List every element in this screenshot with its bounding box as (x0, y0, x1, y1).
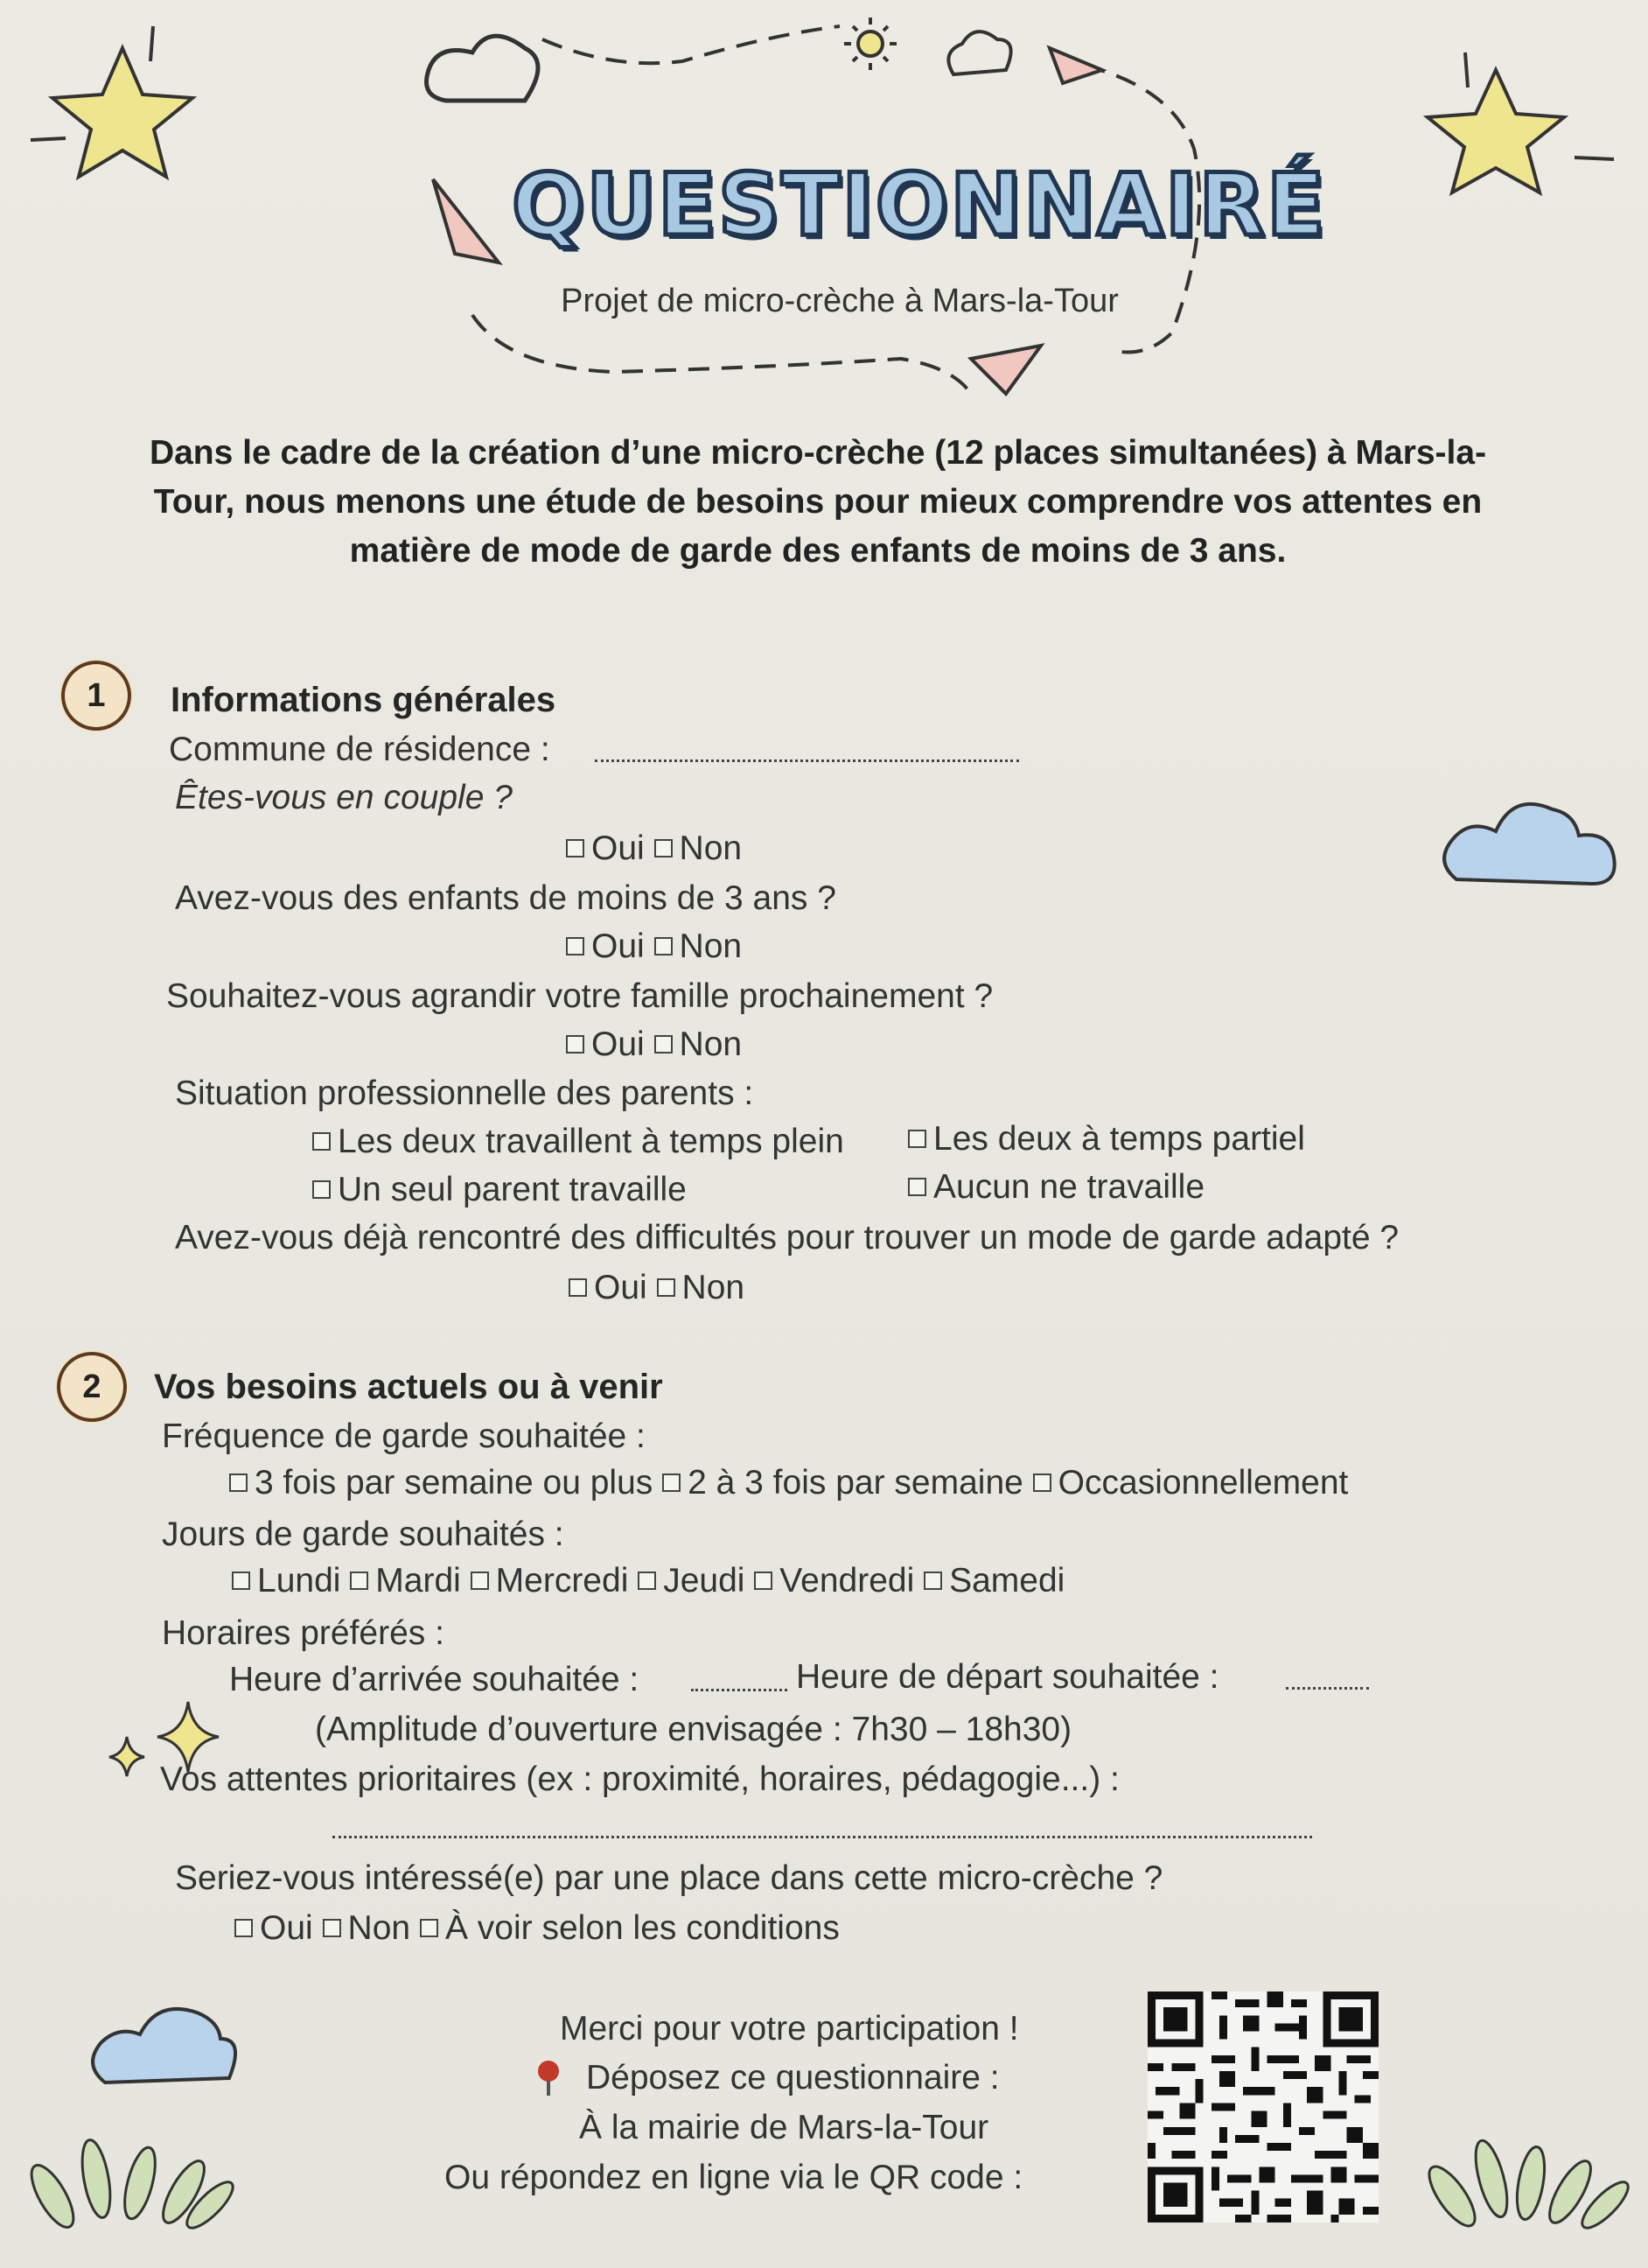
cloud-icon (93, 2009, 235, 2082)
family-options (566, 1026, 742, 1064)
checkbox[interactable] (638, 1572, 656, 1590)
paper-plane-icon (433, 179, 499, 262)
sparkle-icon (109, 1737, 144, 1776)
situation-option (908, 1168, 1205, 1207)
star-icon (1428, 70, 1564, 192)
checkbox[interactable] (229, 1474, 248, 1492)
dashed-path-bottom (472, 315, 971, 394)
departure-label: Heure de départ souhaitée : (796, 1658, 1219, 1696)
option-label: Un seul parent travaille (338, 1171, 687, 1208)
difficulty-question: Avez-vous déjà rencontré des difficultés pour trouver un mode de garde adapté ? (175, 1219, 1400, 1256)
option-label: Jeudi (663, 1562, 745, 1600)
cloud-icon (1444, 804, 1615, 884)
option-label: Oui (260, 1909, 313, 1947)
section-number-badge: 1 (61, 661, 131, 731)
star-icon (52, 48, 192, 177)
option-label: Lundi (257, 1562, 341, 1600)
checkbox[interactable] (420, 1919, 438, 1937)
option-label: Oui (591, 830, 645, 867)
checkbox[interactable] (654, 839, 673, 858)
children-question: Avez-vous des enfants de moins de 3 ans ? (175, 879, 836, 917)
plant-icon (24, 2138, 239, 2234)
option-label: Non (681, 1269, 745, 1306)
commune-label: Commune de résidence : (169, 731, 550, 768)
children-options (566, 928, 742, 966)
option-label: Non (679, 928, 743, 965)
page-subtitle: Projet de micro-crèche à Mars-la-Tour (561, 283, 1119, 319)
checkbox[interactable] (232, 1572, 250, 1590)
checkbox[interactable] (566, 839, 584, 858)
family-question: Souhaitez-vous agrandir votre famille prochainement ? (166, 977, 994, 1015)
option-label: Mardi (375, 1562, 461, 1600)
section-number-badge: 2 (57, 1352, 127, 1422)
checkbox[interactable] (312, 1180, 331, 1199)
checkbox[interactable] (654, 937, 673, 956)
checkbox[interactable] (1033, 1474, 1051, 1492)
option-label: Non (347, 1909, 411, 1947)
thanks-text: Merci pour votre participation ! (560, 2010, 1019, 2048)
checkbox[interactable] (569, 1278, 587, 1297)
intro-line: Tour, nous menons une étude de besoins pour mieux comprendre vos attentes en (153, 483, 1483, 521)
interest-question: Seriez-vous intéressé(e) par une place dans cette micro-crèche ? (175, 1859, 1163, 1897)
online-text: Ou répondez en ligne via le QR code : (444, 2159, 1023, 2196)
checkbox[interactable] (566, 1035, 584, 1054)
frequency-question: Fréquence de garde souhaitée : (162, 1418, 646, 1455)
section-title: Informations générales (171, 681, 556, 719)
situation-option (312, 1171, 687, 1209)
option-label: À voir selon les conditions (444, 1909, 840, 1947)
checkbox[interactable] (566, 937, 584, 956)
option-label: Mercredi (495, 1562, 629, 1600)
checkbox[interactable] (323, 1919, 341, 1937)
checkbox[interactable] (908, 1178, 926, 1196)
page-title: QUESTIONNAIRÉ (512, 156, 1327, 256)
checkbox[interactable] (471, 1572, 489, 1590)
checkbox[interactable] (662, 1474, 681, 1492)
intro-line: matière de mode de garde des enfants de moins de 3 ans. (349, 532, 1287, 570)
intro-paragraph (96, 429, 1540, 576)
difficulty-options (569, 1269, 744, 1307)
checkbox[interactable] (234, 1919, 253, 1937)
cloud-icon (427, 36, 539, 101)
checkbox[interactable] (312, 1132, 331, 1151)
location-text: À la mairie de Mars-la-Tour (579, 2109, 989, 2146)
option-label: Oui (591, 1026, 645, 1063)
departure-answer-line[interactable] (1286, 1687, 1369, 1690)
couple-question: Êtes-vous en couple ? (175, 779, 513, 816)
situation-option (312, 1123, 844, 1161)
drop-label: Déposez ce questionnaire : (586, 2059, 1000, 2096)
couple-options (566, 830, 742, 868)
arrival-answer-line[interactable] (691, 1689, 787, 1691)
frequency-options (229, 1464, 1348, 1502)
section-title: Vos besoins actuels ou à venir (154, 1368, 663, 1406)
arrival-label: Heure d’arrivée souhaitée : (229, 1661, 639, 1698)
commune-answer-line[interactable] (595, 760, 1019, 762)
situation-question: Situation professionnelle des parents : (175, 1074, 754, 1112)
qr-code[interactable] (1148, 1992, 1379, 2222)
location-pin-icon (538, 2061, 559, 2096)
option-label: Oui (594, 1269, 647, 1306)
cloud-icon (948, 32, 1010, 74)
checkbox[interactable] (924, 1572, 942, 1590)
checkbox[interactable] (908, 1130, 926, 1148)
option-label: Occasionnellement (1058, 1464, 1349, 1502)
option-label: Les deux à temps partiel (933, 1120, 1305, 1158)
option-label: Vendredi (779, 1562, 915, 1600)
option-label: Non (679, 1026, 743, 1063)
sun-icon (858, 32, 883, 56)
option-label: Oui (591, 928, 645, 965)
expectations-answer-line[interactable] (332, 1836, 1312, 1838)
checkbox[interactable] (657, 1278, 675, 1297)
checkbox[interactable] (350, 1572, 368, 1590)
situation-option (908, 1120, 1305, 1158)
paper-plane-icon (971, 346, 1041, 394)
option-label: Aucun ne travaille (933, 1168, 1205, 1206)
option-label: Les deux travaillent à temps plein (338, 1123, 844, 1160)
dashed-path-top (542, 26, 840, 63)
amplitude-note: (Amplitude d’ouverture envisagée : 7h30 – 18h30) (315, 1711, 1072, 1748)
expectations-question: Vos attentes prioritaires (ex : proximité, horaires, pédagogie...) : (160, 1760, 1120, 1798)
option-label: 3 fois par semaine ou plus (255, 1464, 653, 1502)
hours-question: Horaires préférés : (162, 1614, 444, 1652)
checkbox[interactable] (754, 1572, 772, 1590)
days-question: Jours de garde souhaités : (162, 1516, 564, 1553)
option-label: Samedi (949, 1562, 1065, 1600)
checkbox[interactable] (654, 1035, 673, 1054)
plant-icon (1421, 2138, 1634, 2234)
days-options (232, 1562, 1065, 1600)
interest-options (234, 1909, 840, 1948)
intro-line: Dans le cadre de la création d’une micro-crèche (12 places simultanées) à Mars-la- (149, 434, 1487, 472)
paper-plane-icon (1050, 48, 1102, 83)
option-label: Non (679, 830, 743, 867)
option-label: 2 à 3 fois par semaine (688, 1464, 1023, 1502)
